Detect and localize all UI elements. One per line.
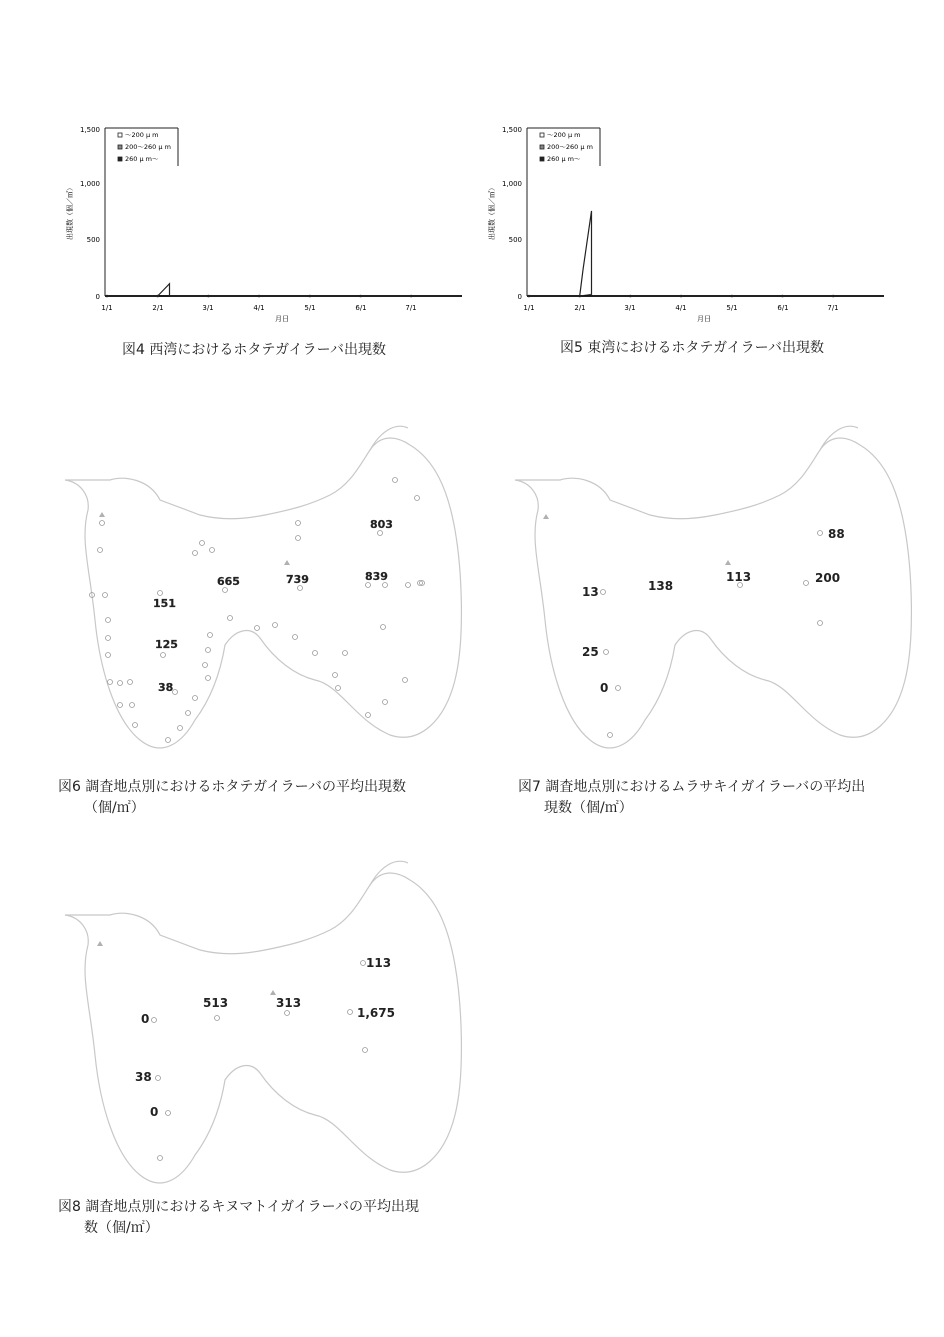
- fig5-xlabel: 月日: [697, 315, 711, 323]
- fig4-x-tick-mark: [156, 295, 159, 298]
- fig5-x-tick-mark: [731, 295, 734, 298]
- fig5-x-tick-mark: [629, 295, 632, 298]
- fig7-markers: [543, 514, 731, 565]
- fig4-legend-label: 200～260 μ m: [125, 143, 171, 151]
- fig4-x-tick-mark: [410, 295, 413, 298]
- fig4-x-tick-mark: [309, 295, 312, 298]
- fig4-xtick: 6/1: [355, 304, 367, 312]
- station-value: 88: [828, 527, 845, 541]
- station-value: 0: [150, 1105, 159, 1119]
- station-value: 200: [815, 571, 841, 585]
- fig5-ylabel: 出現数（個／㎥）: [488, 184, 496, 240]
- fig5-x-tick-mark: [832, 295, 835, 298]
- station-value: 0: [141, 1012, 150, 1026]
- fig7-stations: [601, 531, 823, 738]
- fig5-x-tick-mark: [680, 295, 683, 298]
- fig4-caption: 図4 西湾におけるホタテガイラーバ出現数: [122, 342, 386, 358]
- legend-marker-open: [540, 133, 544, 137]
- station-value: 151: [153, 597, 176, 610]
- bay-outline: [65, 438, 461, 748]
- fig7-caption: [518, 777, 865, 819]
- fig5-ytick: 0: [517, 293, 522, 301]
- fig5-xticks: [523, 304, 838, 312]
- fig4-ytick: 1,000: [79, 180, 100, 188]
- station-value: 13: [582, 585, 599, 599]
- fig4-xtick: 5/1: [304, 304, 316, 312]
- fig4-series-line-1: [158, 284, 170, 296]
- fig5-xtick: 2/1: [574, 304, 586, 312]
- fig5-xtick: 4/1: [675, 304, 687, 312]
- fig5-legend: [540, 131, 593, 163]
- fig5-ytick: 1,500: [501, 126, 522, 134]
- fig5-legend-label: 260 μ m～: [547, 155, 581, 163]
- fig4-x-tick-mark: [207, 295, 210, 298]
- fig8-caption: [58, 1197, 419, 1239]
- station-value: 25: [582, 645, 599, 659]
- fig7-map: [500, 420, 920, 770]
- station-value: 113: [726, 570, 752, 584]
- fig4-axes: [105, 128, 462, 296]
- station-value: 739: [286, 573, 309, 586]
- station-value: 1,675: [357, 1006, 395, 1020]
- fig8-markers: [97, 941, 276, 995]
- station-value: 38: [158, 681, 174, 694]
- fig7-caption-line2: 現数（個/㎡）: [544, 800, 633, 816]
- legend-marker-dotted: [118, 145, 122, 149]
- station-value: 113: [366, 956, 392, 970]
- station-value: 125: [155, 638, 178, 651]
- fig5-xtick: 1/1: [523, 304, 535, 312]
- fig5-x-tick-mark: [781, 295, 784, 298]
- fig4-legend-label: 260 μ m～: [125, 155, 159, 163]
- legend-marker-open: [118, 133, 122, 137]
- station-value: 665: [217, 575, 240, 588]
- station-value: 513: [203, 996, 229, 1010]
- fig5-series-area: [528, 211, 835, 297]
- fig7-caption-line1: 図7 調査地点別におけるムラサキイガイラーバの平均出: [518, 779, 866, 795]
- fig8-stations: [152, 961, 368, 1161]
- fig4-chart: [60, 120, 470, 330]
- fig5-axes: [527, 128, 884, 296]
- fig4-ylabel: 出現数（個／㎥）: [66, 184, 74, 240]
- fig4-ytick: 1,500: [79, 126, 100, 134]
- legend-marker-filled: [118, 157, 122, 161]
- legend-marker-filled: [540, 157, 544, 161]
- station-value: 138: [648, 579, 674, 593]
- fig5-ytick: 500: [508, 236, 522, 244]
- fig4-x-tick-mark: [258, 295, 261, 298]
- fig5-x-tick-mark: [528, 295, 531, 298]
- fig4-xtick: 2/1: [152, 304, 164, 312]
- fig5-ytick: 1,000: [501, 180, 522, 188]
- fig4-legend-label: ～200 μ m: [125, 131, 159, 139]
- fig6-values: [153, 518, 393, 694]
- fig4-xtick: 4/1: [253, 304, 265, 312]
- legend-marker-dotted: [540, 145, 544, 149]
- fig5-legend-label: ～200 μ m: [547, 131, 581, 139]
- fig8-caption-line1: 図8 調査地点別におけるキヌマトイガイラーバの平均出現: [58, 1199, 419, 1215]
- fig8-map: [50, 855, 470, 1195]
- fig5-legend-label: 200～260 μ m: [547, 143, 593, 151]
- fig4-ytick: 0: [95, 293, 100, 301]
- fig8-values: [135, 956, 395, 1119]
- bay-outline: [515, 438, 911, 748]
- bay-outline: [65, 873, 461, 1183]
- fig4-xtick: 7/1: [405, 304, 417, 312]
- fig6-markers: [99, 512, 290, 565]
- fig5-chart: [482, 120, 892, 330]
- fig6-caption-line2: （個/㎡）: [84, 800, 145, 816]
- fig6-caption-line1: 図6 調査地点別におけるホタテガイラーバの平均出現数: [58, 779, 406, 795]
- fig4-legend: [118, 131, 171, 163]
- station-value: 803: [370, 518, 393, 531]
- fig8-caption-line2: 数（個/㎡）: [84, 1220, 159, 1236]
- fig5-x-tick-mark: [578, 295, 581, 298]
- fig4-xlabel: 月日: [275, 315, 289, 323]
- fig4-x-tick-mark: [359, 295, 362, 298]
- fig5-xtick: 7/1: [827, 304, 839, 312]
- fig5-xtick: 3/1: [624, 304, 636, 312]
- station-value: 313: [276, 996, 302, 1010]
- fig5-series-line-1: [580, 211, 592, 296]
- fig6-map: [50, 420, 470, 770]
- fig4-xtick: 1/1: [101, 304, 113, 312]
- fig4-xtick: 3/1: [202, 304, 214, 312]
- fig4-x-tick-mark: [106, 295, 109, 298]
- station-value: 0: [600, 681, 609, 695]
- fig5-caption: 図5 東湾におけるホタテガイラーバ出現数: [560, 340, 824, 356]
- fig7-values: [582, 527, 845, 695]
- fig4-ytick: 500: [86, 236, 100, 244]
- station-value: 839: [365, 570, 388, 583]
- fig5-xtick: 5/1: [726, 304, 738, 312]
- station-value: 38: [135, 1070, 152, 1084]
- fig5-xtick: 6/1: [777, 304, 789, 312]
- fig6-caption: [58, 777, 406, 819]
- fig4-xticks: [101, 304, 416, 312]
